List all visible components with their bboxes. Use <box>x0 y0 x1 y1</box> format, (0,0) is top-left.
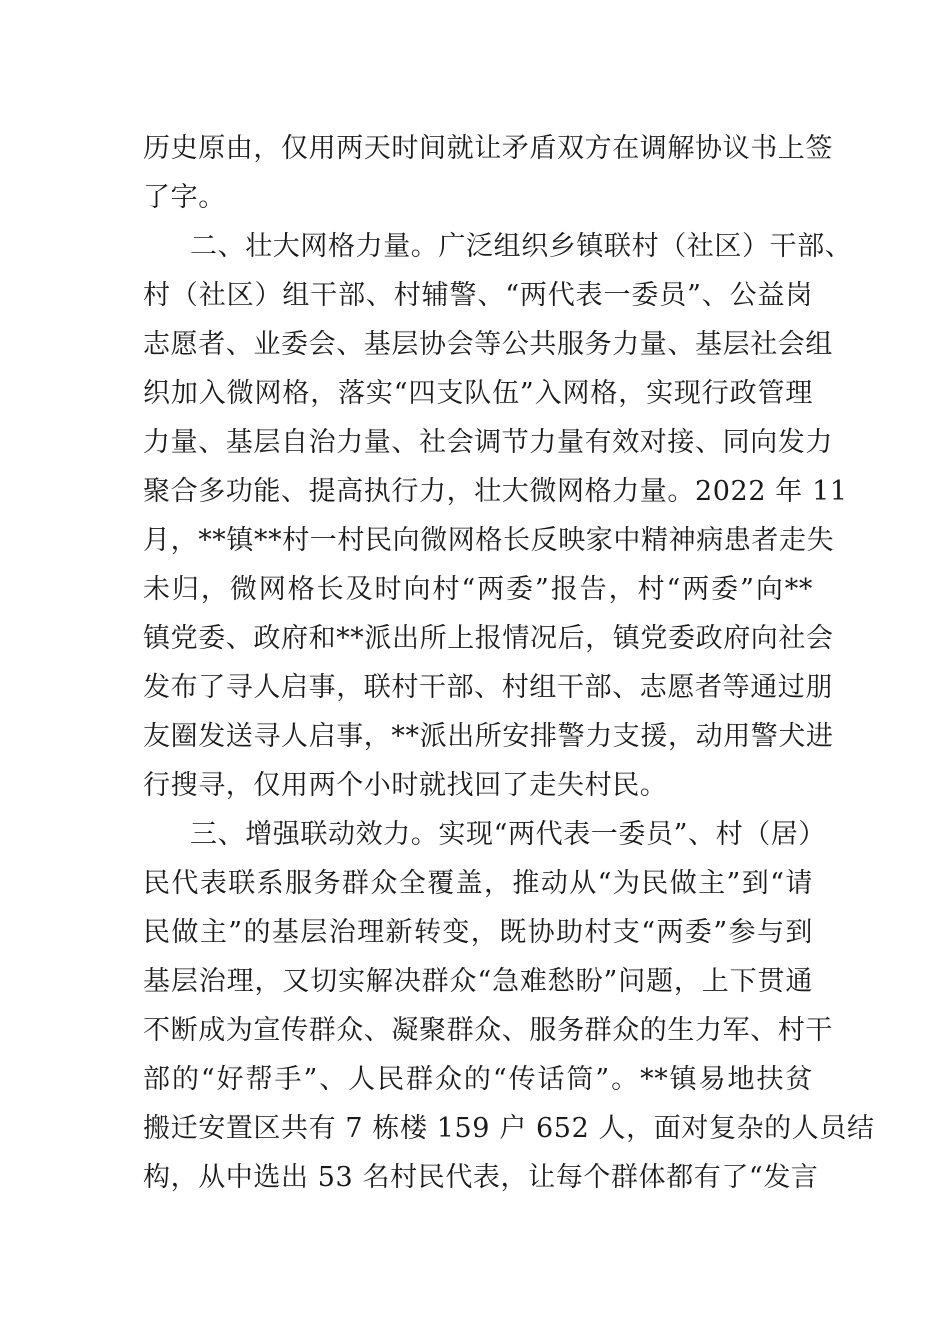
text-line: 月，**镇**村一村民向微网格长反映家中精神病患者走失 <box>143 525 835 556</box>
document-body <box>143 124 875 1202</box>
paragraph-heading-line: 二、壮大网格力量。广泛组织乡镇联村（社区）干部、 <box>190 231 853 262</box>
text-line: 聚合多功能、提高执行力，壮大微网格力量。2022 年 11 <box>143 476 848 507</box>
text-line: 织加入微网格，落实“四支队伍”入网格，实现行政管理 <box>143 378 813 409</box>
text-line: 发布了寻人启事，联村干部、村组干部、志愿者等通过朋 <box>143 672 833 703</box>
text-line: 村（社区）组干部、村辅警、“两代表一委员”、公益岗 <box>143 280 813 311</box>
text-line: 搬迁安置区共有 7 栋楼 159 户 652 人，面对复杂的人员结 <box>143 1113 875 1144</box>
text-line: 了字。 <box>143 182 226 213</box>
paragraph-heading-line: 三、增强联动效力。实现“两代表一委员”、村（居） <box>190 819 827 850</box>
text-line: 力量、基层自治力量、社会调节力量有效对接、同向发力 <box>143 427 833 458</box>
text-line: 基层治理，又切实解决群众“急难愁盼”问题，上下贯通 <box>143 966 813 997</box>
text-line: 不断成为宣传群众、凝聚群众、服务群众的生力军、村干 <box>143 1015 833 1046</box>
text-line: 志愿者、业委会、基层协会等公共服务力量、基层社会组 <box>143 329 833 360</box>
text-line: 构，从中选出 53 名村民代表，让每个群体都有了“发言 <box>143 1162 819 1193</box>
text-line: 民做主”的基层治理新转变，既协助村支“两委”参与到 <box>143 917 813 948</box>
text-line: 部的“好帮手”、人民群众的“传话筒”。**镇易地扶贫 <box>143 1064 813 1095</box>
text-line: 民代表联系服务群众全覆盖，推动从“为民做主”到“请 <box>143 868 813 899</box>
text-line: 行搜寻，仅用两个小时就找回了走失村民。 <box>143 770 668 801</box>
text-line: 未归，微网格长及时向村“两委”报告，村“两委”向** <box>143 574 813 605</box>
text-line: 历史原由，仅用两天时间就让矛盾双方在调解协议书上签 <box>143 133 833 164</box>
text-line: 友圈发送寻人启事，**派出所安排警力支援，动用警犬进 <box>143 721 834 752</box>
text-line: 镇党委、政府和**派出所上报情况后，镇党委政府向社会 <box>143 623 834 654</box>
